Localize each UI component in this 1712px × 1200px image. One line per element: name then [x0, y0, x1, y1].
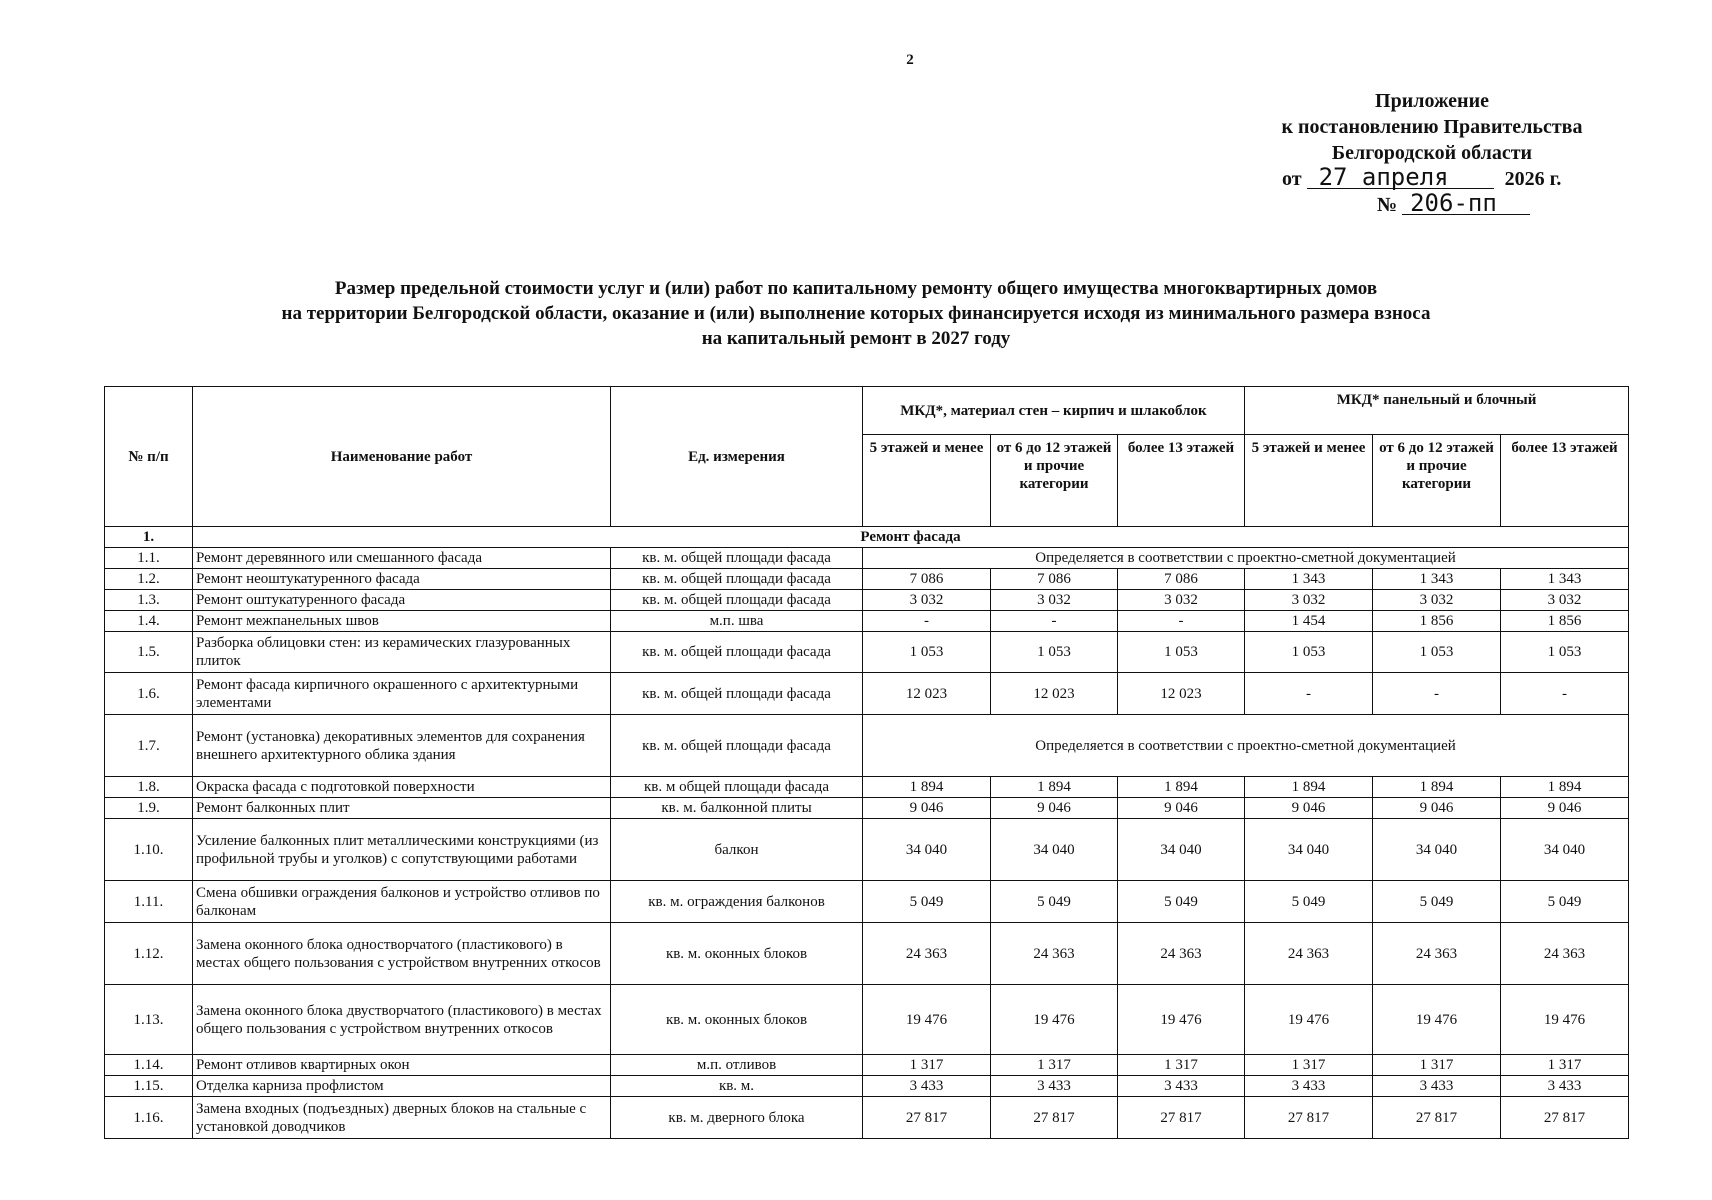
cost-value: 9 046 [863, 798, 991, 819]
cost-value: 24 363 [1118, 923, 1245, 985]
unit-of-measure: кв. м. ограждения балконов [611, 881, 863, 923]
work-name: Ремонт балконных плит [193, 798, 611, 819]
table-row [105, 819, 1629, 881]
cost-value: 24 363 [1501, 923, 1629, 985]
table-row [105, 1076, 1629, 1097]
cost-value: 5 049 [1501, 881, 1629, 923]
unit-of-measure: кв. м общей площади фасада [611, 777, 863, 798]
cost-value: - [991, 611, 1118, 632]
row-number: 1.6. [105, 673, 193, 715]
cost-value: 1 317 [863, 1055, 991, 1076]
cost-value: 9 046 [1373, 798, 1501, 819]
row-number: 1.7. [105, 715, 193, 777]
cost-value: 34 040 [1245, 819, 1373, 881]
cost-value: 3 433 [1118, 1076, 1245, 1097]
cost-value: 3 032 [991, 590, 1118, 611]
row-number: 1.11. [105, 881, 193, 923]
cost-table [104, 386, 1629, 1139]
cost-value: 1 053 [1245, 632, 1373, 673]
work-name: Ремонт оштукатуренного фасада [193, 590, 611, 611]
cost-value: 24 363 [991, 923, 1118, 985]
header-sub-4: 5 этажей и менее [1245, 435, 1373, 527]
cost-value: 3 032 [863, 590, 991, 611]
row-number: 1.8. [105, 777, 193, 798]
approval-number [1262, 189, 1602, 218]
table-row [105, 673, 1629, 715]
cost-value: 9 046 [1118, 798, 1245, 819]
work-name: Замена оконного блока двустворчатого (пластикового) в местах общего пользования с устройством внутренних откосов [193, 985, 611, 1055]
cost-value: 19 476 [991, 985, 1118, 1055]
cost-value: 3 433 [1501, 1076, 1629, 1097]
unit-of-measure: кв. м. общей площади фасада [611, 632, 863, 673]
cost-value: 3 433 [1245, 1076, 1373, 1097]
row-number: 1.16. [105, 1097, 193, 1139]
cost-value: 27 817 [991, 1097, 1118, 1139]
cost-value: 12 023 [863, 673, 991, 715]
row-number: 1.4. [105, 611, 193, 632]
table-row [105, 1097, 1629, 1139]
cost-value: 1 894 [1373, 777, 1501, 798]
cost-value: 7 086 [1118, 569, 1245, 590]
unit-of-measure: кв. м. дверного блока [611, 1097, 863, 1139]
cost-value: 27 817 [863, 1097, 991, 1139]
table-row [105, 923, 1629, 985]
cost-value: 1 053 [863, 632, 991, 673]
cost-value: 19 476 [1118, 985, 1245, 1055]
title-line-3: на капитальный ремонт в 2027 году [701, 328, 1011, 349]
row-number: 1.3. [105, 590, 193, 611]
approval-date [1262, 163, 1602, 192]
spanned-note: Определяется в соответствии с проектно-сметной документацией [863, 715, 1629, 777]
work-name: Замена оконного блока одностворчатого (пластикового) в местах общего пользования с устройством внутренних откосов [193, 923, 611, 985]
cost-value: 1 894 [1118, 777, 1245, 798]
table-row [105, 985, 1629, 1055]
number-prefix: № [1377, 194, 1398, 216]
unit-of-measure: кв. м. общей площади фасада [611, 715, 863, 777]
cost-value: 1 317 [1245, 1055, 1373, 1076]
unit-of-measure: м.п. отливов [611, 1055, 863, 1076]
row-number: 1.5. [105, 632, 193, 673]
row-number: 1.14. [105, 1055, 193, 1076]
header-unit: Ед. измерения [611, 387, 863, 527]
unit-of-measure: кв. м. общей площади фасада [611, 590, 863, 611]
header-name: Наименование работ [193, 387, 611, 527]
cost-value: 19 476 [1245, 985, 1373, 1055]
cost-value: 3 433 [863, 1076, 991, 1097]
cost-value: 1 894 [1501, 777, 1629, 798]
cost-value: - [1373, 673, 1501, 715]
table-row [105, 715, 1629, 777]
section-num: 1. [105, 527, 193, 548]
date-year: 2026 г. [1504, 168, 1562, 190]
date-value: 27 апреля [1307, 166, 1494, 189]
cost-value: 5 049 [1245, 881, 1373, 923]
table-row [105, 1055, 1629, 1076]
table-row [105, 881, 1629, 923]
cost-value: 1 856 [1501, 611, 1629, 632]
cost-value: 3 032 [1501, 590, 1629, 611]
approval-line-2: к постановлению Правительства [1281, 116, 1583, 138]
cost-value: 1 894 [863, 777, 991, 798]
table-row [105, 569, 1629, 590]
work-name: Окраска фасада с подготовкой поверхности [193, 777, 611, 798]
cost-value: 3 032 [1373, 590, 1501, 611]
spanned-note: Определяется в соответствии с проектно-сметной документацией [863, 548, 1629, 569]
header-sub-1: 5 этажей и менее [863, 435, 991, 527]
cost-value: 1 317 [991, 1055, 1118, 1076]
header-num: № п/п [105, 387, 193, 527]
unit-of-measure: кв. м. балконной плиты [611, 798, 863, 819]
header-sub-6: более 13 этажей [1501, 435, 1629, 527]
cost-value: 5 049 [1118, 881, 1245, 923]
cost-value: 1 053 [991, 632, 1118, 673]
unit-of-measure: кв. м. [611, 1076, 863, 1097]
unit-of-measure: кв. м. общей площади фасада [611, 569, 863, 590]
cost-value: 1 343 [1501, 569, 1629, 590]
work-name: Усиление балконных плит металлическими конструкциями (из профильной трубы и уголков) с сопутствующими работами [193, 819, 611, 881]
cost-value: 3 032 [1118, 590, 1245, 611]
cost-value: 34 040 [1501, 819, 1629, 881]
unit-of-measure: кв. м. оконных блоков [611, 923, 863, 985]
header-group-panel: МКД* панельный и блочный [1245, 387, 1629, 435]
table-row [105, 632, 1629, 673]
cost-value: 9 046 [991, 798, 1118, 819]
cost-value: 19 476 [863, 985, 991, 1055]
title-line-1: Размер предельной стоимости услуг и (или) работ по капитальному ремонту общего имущества многоквартирных домов [334, 278, 1378, 299]
cost-value: 1 454 [1245, 611, 1373, 632]
header-group-brick: МКД*, материал стен – кирпич и шлакоблок [863, 387, 1245, 435]
header-sub-3: более 13 этажей [1118, 435, 1245, 527]
row-number: 1.1. [105, 548, 193, 569]
cost-value: 1 343 [1373, 569, 1501, 590]
row-number: 1.15. [105, 1076, 193, 1097]
cost-value: 1 317 [1373, 1055, 1501, 1076]
work-name: Замена входных (подъездных) дверных блоков на стальные с установкой доводчиков [193, 1097, 611, 1139]
work-name: Ремонт деревянного или смешанного фасада [193, 548, 611, 569]
cost-value: 1 053 [1373, 632, 1501, 673]
row-number: 1.13. [105, 985, 193, 1055]
cost-value: 19 476 [1501, 985, 1629, 1055]
unit-of-measure: кв. м. общей площади фасада [611, 548, 863, 569]
unit-of-measure: балкон [611, 819, 863, 881]
cost-value: 1 053 [1118, 632, 1245, 673]
cost-value: 5 049 [991, 881, 1118, 923]
cost-value: 24 363 [863, 923, 991, 985]
unit-of-measure: кв. м. общей площади фасада [611, 673, 863, 715]
work-name: Ремонт фасада кирпичного окрашенного с архитектурными элементами [193, 673, 611, 715]
cost-value: 1 856 [1373, 611, 1501, 632]
cost-value: 27 817 [1118, 1097, 1245, 1139]
cost-value: - [1245, 673, 1373, 715]
cost-value: 3 433 [991, 1076, 1118, 1097]
cost-value: 5 049 [1373, 881, 1501, 923]
cost-value: 9 046 [1245, 798, 1373, 819]
work-name: Смена обшивки ограждения балконов и устройство отливов по балконам [193, 881, 611, 923]
work-name: Ремонт (установка) декоративных элементов для сохранения внешнего архитектурного облика здания [193, 715, 611, 777]
cost-value: 7 086 [863, 569, 991, 590]
unit-of-measure: кв. м. оконных блоков [611, 985, 863, 1055]
header-sub-2: от 6 до 12 этажей и прочие категории [991, 435, 1118, 527]
row-number: 1.12. [105, 923, 193, 985]
approval-line-3: Белгородской области [1331, 142, 1533, 164]
cost-value: 34 040 [863, 819, 991, 881]
date-prefix: от [1282, 168, 1302, 190]
cost-value: 27 817 [1501, 1097, 1629, 1139]
cost-value: 1 343 [1245, 569, 1373, 590]
approval-stamp [1262, 88, 1602, 218]
cost-value: 34 040 [1118, 819, 1245, 881]
cost-value: 27 817 [1245, 1097, 1373, 1139]
cost-value: 12 023 [991, 673, 1118, 715]
table-row [105, 590, 1629, 611]
table-row [105, 798, 1629, 819]
cost-value: 19 476 [1373, 985, 1501, 1055]
cost-value: 1 053 [1501, 632, 1629, 673]
cost-value: 3 433 [1373, 1076, 1501, 1097]
cost-value: 1 317 [1501, 1055, 1629, 1076]
row-number: 1.9. [105, 798, 193, 819]
row-number: 1.2. [105, 569, 193, 590]
cost-value: 7 086 [991, 569, 1118, 590]
cost-value: 5 049 [863, 881, 991, 923]
cost-value: 1 894 [1245, 777, 1373, 798]
work-name: Ремонт межпанельных швов [193, 611, 611, 632]
cost-value: - [1501, 673, 1629, 715]
table-row [105, 548, 1629, 569]
table-row [105, 611, 1629, 632]
cost-value: 1 317 [1118, 1055, 1245, 1076]
document-title [0, 276, 1712, 351]
cost-value: 3 032 [1245, 590, 1373, 611]
section-row [105, 527, 1629, 548]
header-sub-5: от 6 до 12 этажей и прочие категории [1373, 435, 1501, 527]
approval-line-1: Приложение [1375, 90, 1489, 112]
work-name: Разборка облицовки стен: из керамических глазурованных плиток [193, 632, 611, 673]
table-row [105, 777, 1629, 798]
cost-value: 1 894 [991, 777, 1118, 798]
cost-value: 9 046 [1501, 798, 1629, 819]
number-value: 206-пп [1402, 192, 1530, 215]
work-name: Ремонт отливов квартирных окон [193, 1055, 611, 1076]
cost-value: 24 363 [1373, 923, 1501, 985]
cost-value: 34 040 [1373, 819, 1501, 881]
unit-of-measure: м.п. шва [611, 611, 863, 632]
work-name: Отделка карниза профлистом [193, 1076, 611, 1097]
work-name: Ремонт неоштукатуренного фасада [193, 569, 611, 590]
cost-value: - [1118, 611, 1245, 632]
section-label: Ремонт фасада [193, 527, 1629, 548]
cost-value: 24 363 [1245, 923, 1373, 985]
cost-value: 27 817 [1373, 1097, 1501, 1139]
cost-value: 12 023 [1118, 673, 1245, 715]
title-line-2: на территории Белгородской области, оказание и (или) выполнение которых финансируется исходя из минимального размера взноса [281, 303, 1431, 324]
cost-value: 34 040 [991, 819, 1118, 881]
cost-value: - [863, 611, 991, 632]
row-number: 1.10. [105, 819, 193, 881]
page-number: 2 [906, 52, 914, 68]
